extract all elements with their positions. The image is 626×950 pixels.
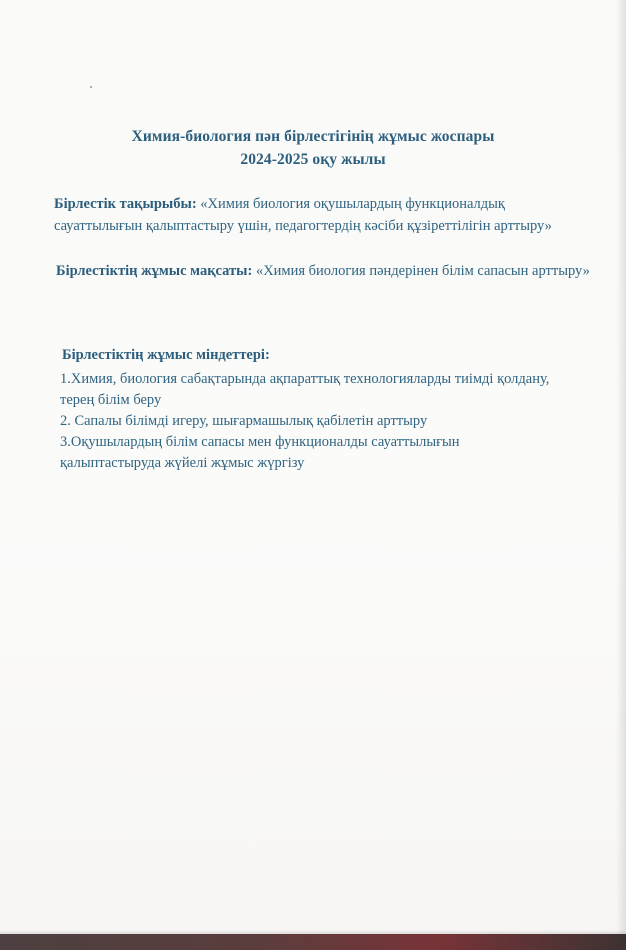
tasks-heading: Бірлестіктің жұмыс міндеттері: [62,347,270,363]
topic-paragraph [54,193,594,237]
list-item: 1.Химия, биология сабақтарында ақпараттық технологияларды тиімді қолдану, терең білім беру [60,371,550,408]
tasks-list [60,369,560,474]
document-title: Химия-биология пән бірлестігінің жұмыс жоспары [131,128,495,145]
goal-paragraph [56,260,596,282]
academic-year: 2024-2025 оқу жылы [240,151,386,168]
scan-speck [90,86,92,88]
list-item: 3.Оқушылардың білім сапасы мен функционалды сауаттылығын қалыптастыруда жүйелі жұмыс жүргізу [60,434,460,471]
scan-bottom-edge [0,934,626,950]
topic-text: «Химия биология оқушылардың функционалдық сауаттылығын қалыптастыру үшін, педагогтердің кәсіби құзіреттілігін арттыру» [54,196,552,234]
goal-label: Бірлестіктің жұмыс мақсаты: [56,263,253,279]
list-item: 2. Сапалы білімді игеру, шығармашылық қабілетін арттыру [60,413,428,429]
topic-label: Бірлестік тақырыбы: [54,196,197,212]
scan-edge-shadow [616,0,626,950]
goal-text: «Химия биология пәндерінен білім сапасын арттыру» [252,263,590,279]
